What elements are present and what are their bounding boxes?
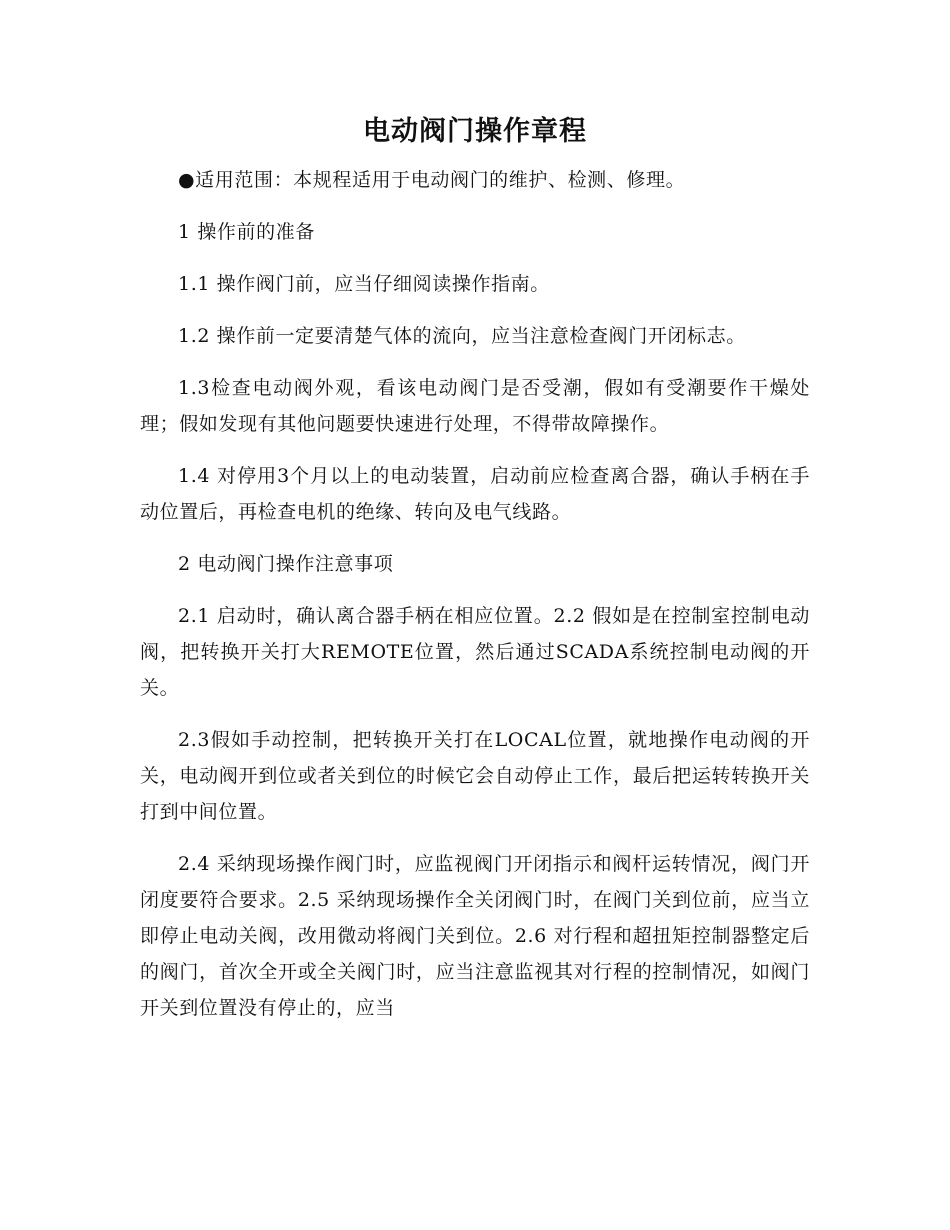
paragraph-1-1: 1.1 操作阀门前，应当仔细阅读操作指南。 [178, 273, 550, 295]
document-body [140, 162, 810, 1042]
paragraph-scope: ●适用范围：本规程适用于电动阀门的维护、检测、修理。 [178, 169, 686, 191]
paragraph-2-1: 2.1 启动时，确认离合器手柄在相应位置。2.2 假如是在控制室控制电动阀，把转换开关打大REMOTE位置，然后通过SCADA系统控制电动阀的开关。 [140, 605, 810, 699]
heading-section-1: 1 操作前的准备 [178, 221, 315, 243]
paragraph-1-2: 1.2 操作前一定要清楚气体的流向，应当注意检查阀门开闭标志。 [178, 325, 746, 347]
document-title: 电动阀门操作章程 [363, 116, 587, 147]
paragraph-1-3: 1.3检查电动阀外观，看该电动阀门是否受潮，假如有受潮要作干燥处理；假如发现有其他问题要快速进行处理，不得带故障操作。 [140, 377, 810, 435]
paragraph-1-4: 1.4 对停用3个月以上的电动装置，启动前应检查离合器，确认手柄在手动位置后，再检查电机的绝缘、转向及电气线路。 [140, 465, 810, 523]
paragraph-2-4: 2.4 采纳现场操作阀门时，应监视阀门开闭指示和阀杆运转情况，阀门开闭度要符合要求。2.5 采纳现场操作全关闭阀门时，在阀门关到位前，应当立即停止电动关阀，改用微动将阀门关到位。2.6 对行程和超扭矩控制器整定后的阀门，首次全开或全关阀门时，应当注意监视其对行程的控制情况，如阀门开关到位置没有停止的，应当 [140, 853, 810, 1019]
paragraph-2-3: 2.3假如手动控制，把转换开关打在LOCAL位置，就地操作电动阀的开关，电动阀开到位或者关到位的时候它会自动停止工作，最后把运转转换开关打到中间位置。 [140, 729, 810, 823]
heading-section-2: 2 电动阀门操作注意事项 [178, 553, 394, 575]
